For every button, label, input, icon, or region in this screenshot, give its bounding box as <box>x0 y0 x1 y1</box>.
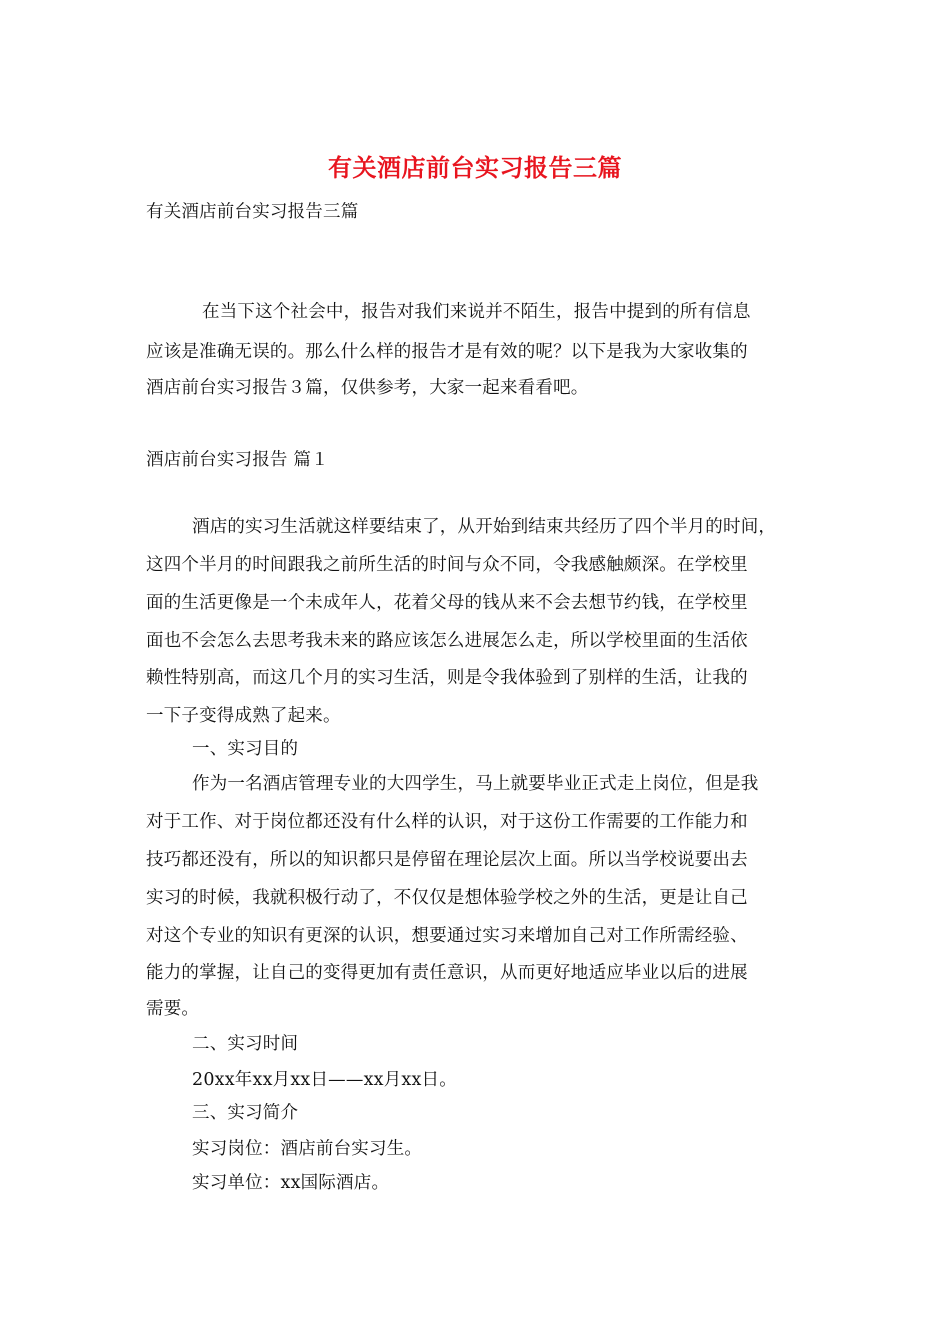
intro-line-1: 在当下这个社会中，报告对我们来说并不陌生，报告中提到的所有信息 <box>202 302 751 322</box>
heading-time: 二、实习时间 <box>192 1034 299 1054</box>
para1-line-3: 面的生活更像是一个未成年人，花着父母的钱从来不会去想节约钱，在学校里 <box>146 593 748 613</box>
document-title: 有关酒店前台实习报告三篇 <box>328 153 622 182</box>
intro-line-2: 应该是准确无误的。那么什么样的报告才是有效的呢？以下是我为大家收集的 <box>146 342 748 362</box>
intro-line-3: 酒店前台实习报告３篇，仅供参考，大家一起来看看吧。 <box>146 378 589 398</box>
para2-line-3: 技巧都还没有，所以的知识都只是停留在理论层次上面。所以当学校说要出去 <box>146 850 748 870</box>
para2-line-6: 能力的掌握，让自己的变得更加有责任意识，从而更好地适应毕业以后的进展 <box>146 963 748 983</box>
para2-line-5: 对这个专业的知识有更深的认识，想要通过实习来增加自己对工作所需经验、 <box>146 926 748 946</box>
para2-line-2: 对于工作、对于岗位都还没有什么样的认识，对于这份工作需要的工作能力和 <box>146 812 748 832</box>
para1-line-6: 一下子变得成熟了起来。 <box>146 706 341 726</box>
heading-purpose: 一、实习目的 <box>192 739 299 759</box>
document-subtitle: 有关酒店前台实习报告三篇 <box>146 202 359 222</box>
section-heading: 酒店前台实习报告 篇１ <box>146 450 329 470</box>
internship-position: 实习岗位：酒店前台实习生。 <box>192 1139 423 1159</box>
internship-time: 20xx年xx月xx日——xx月xx日。 <box>192 1070 457 1090</box>
para1-line-1: 酒店的实习生活就这样要结束了，从开始到结束共经历了四个半月的时间， <box>192 517 777 537</box>
para1-line-4: 面也不会怎么去思考我未来的路应该怎么进展怎么走，所以学校里面的生活依 <box>146 631 748 651</box>
para1-line-2: 这四个半月的时间跟我之前所生活的时间与众不同，令我感触颇深。在学校里 <box>146 555 748 575</box>
para2-line-7: 需要。 <box>146 999 200 1019</box>
para2-line-1: 作为一名酒店管理专业的大四学生，马上就要毕业正式走上岗位，但是我 <box>192 774 759 794</box>
para1-line-5: 赖性特别高，而这几个月的实习生活，则是令我体验到了别样的生活，让我的 <box>146 668 748 688</box>
heading-intro: 三、实习简介 <box>192 1103 299 1123</box>
para2-line-4: 实习的时候，我就积极行动了，不仅仅是想体验学校之外的生活，更是让自己 <box>146 888 748 908</box>
internship-unit: 实习单位：xx国际酒店。 <box>192 1173 390 1193</box>
